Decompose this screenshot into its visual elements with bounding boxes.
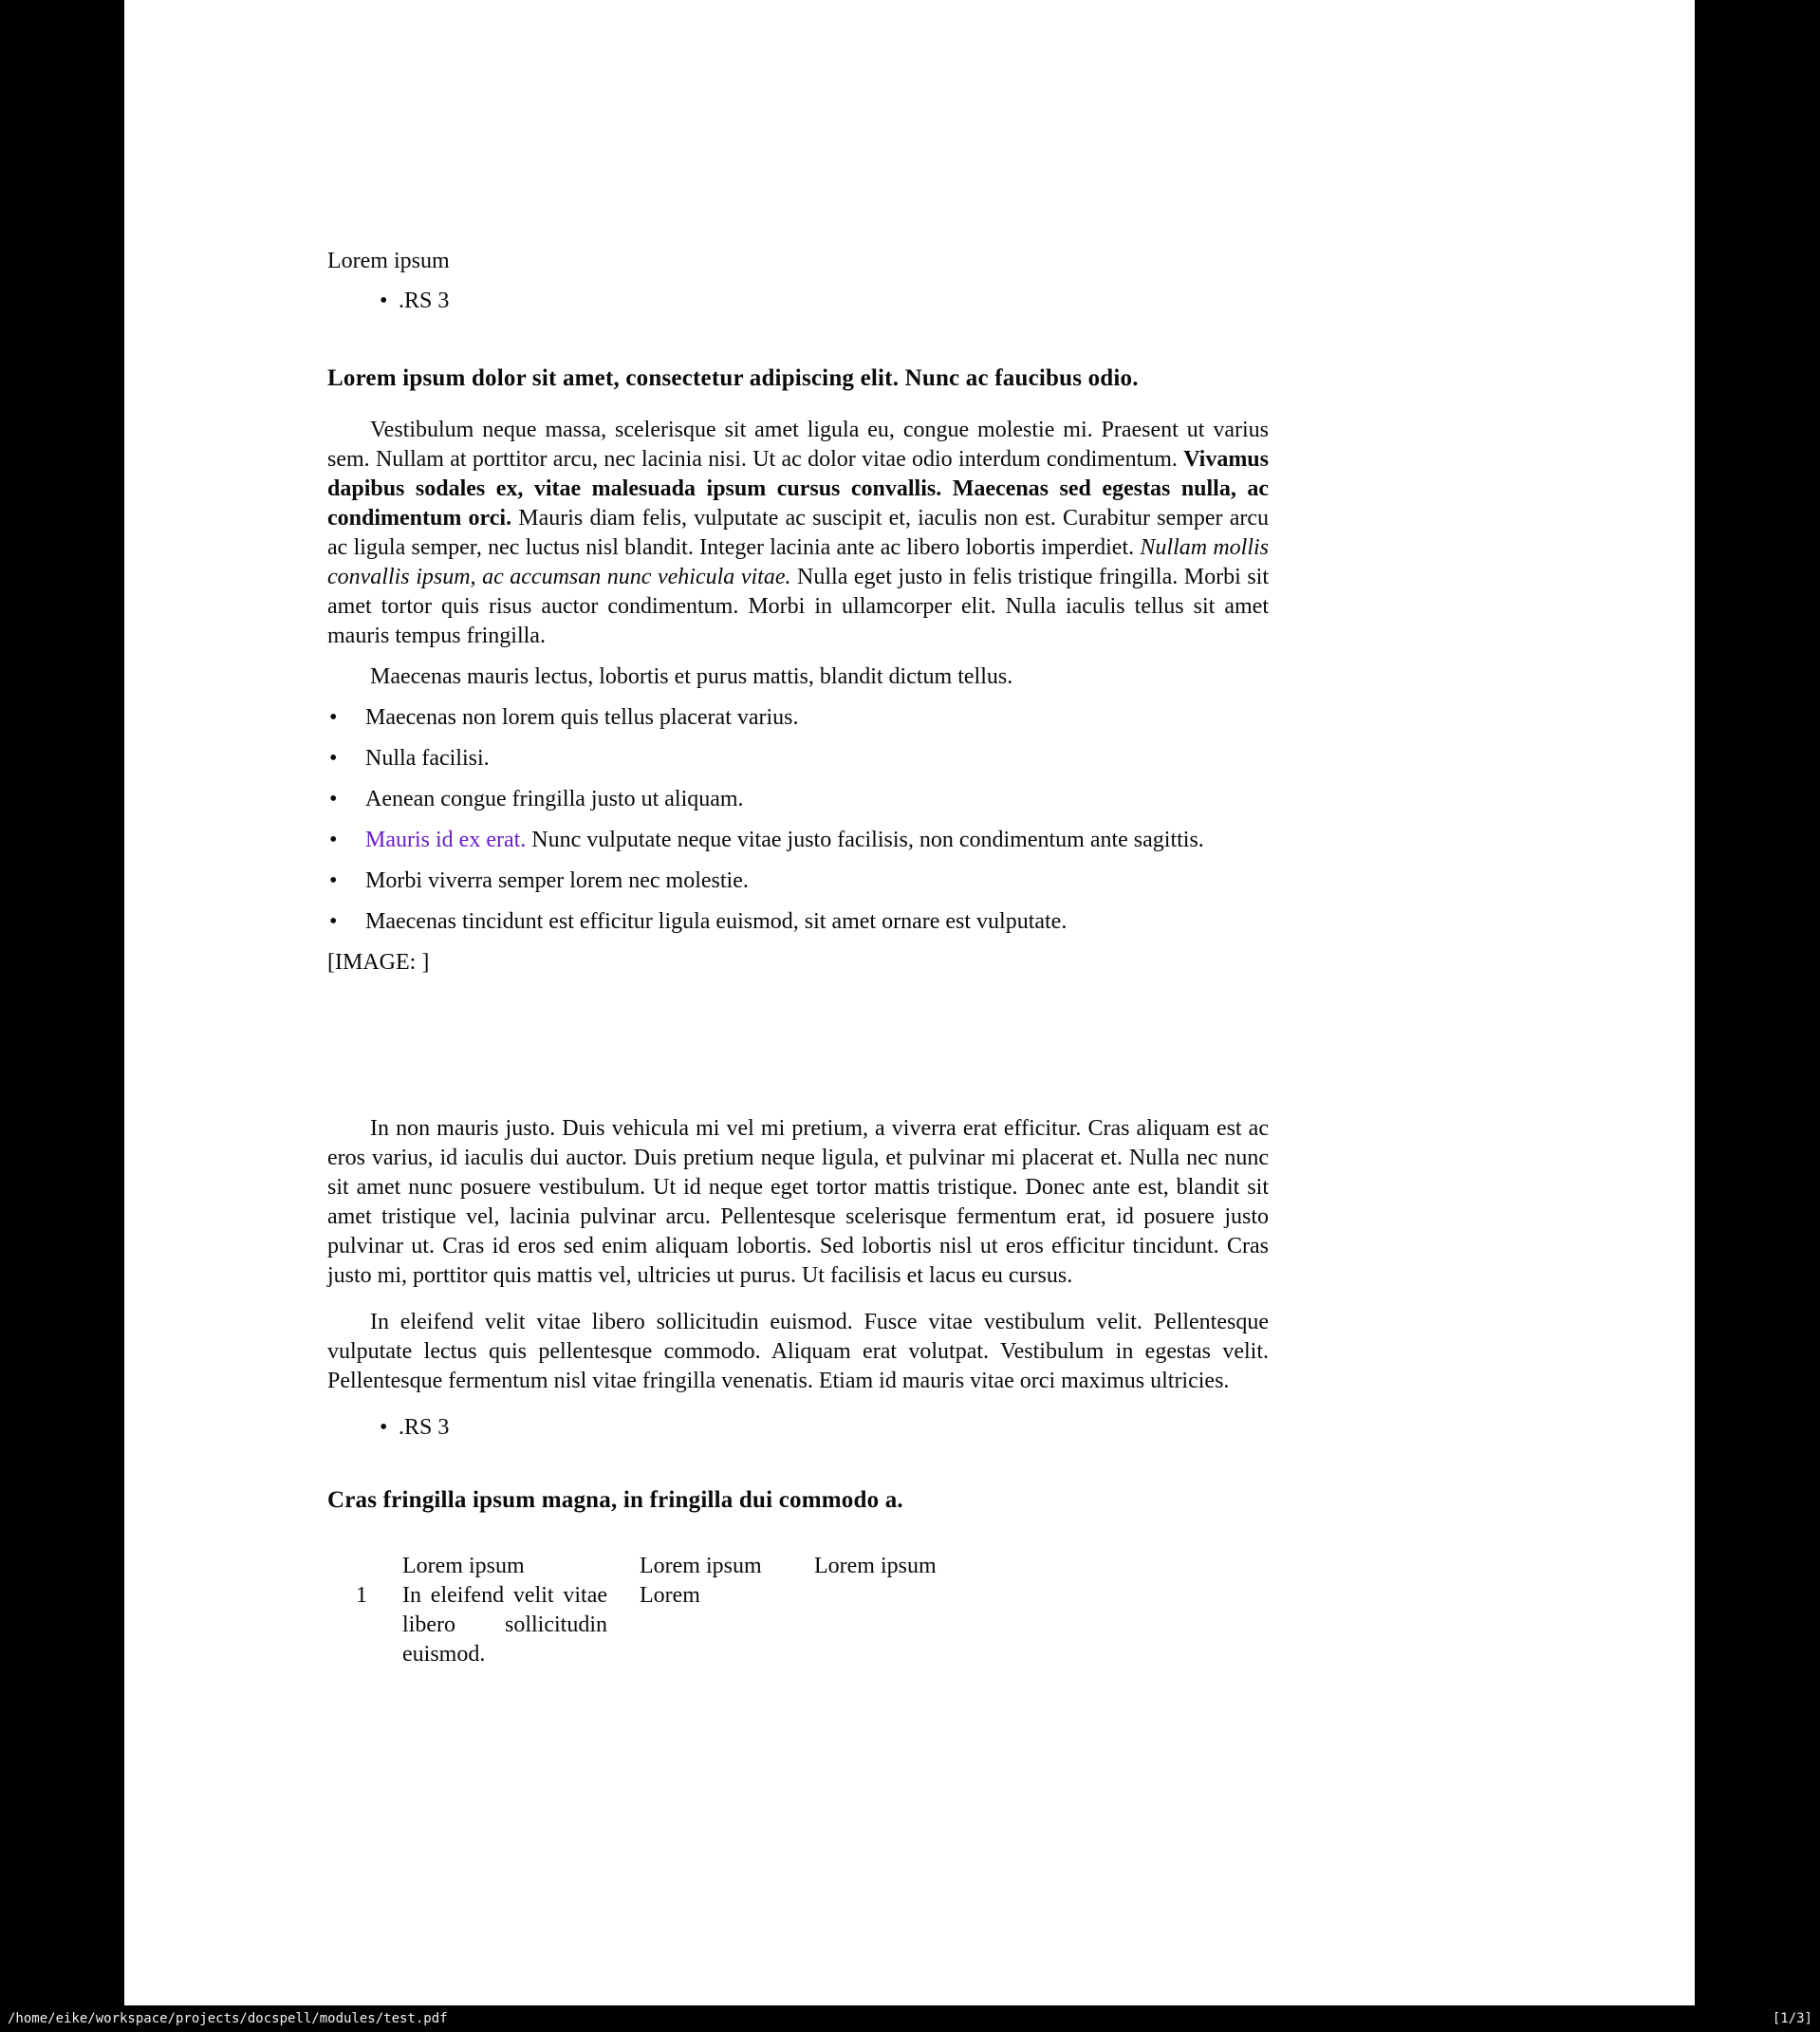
paragraph-2: Maecenas mauris lectus, lobortis et purus mattis, blandit dictum tellus. bbox=[370, 664, 1013, 689]
text-segment: Nulla eget justo in felis tristique fringilla. Morbi sit amet tortor quis risus auctor condimentum. Morbi in ullamcorper elit. Nulla iaculis tellus sit amet mauris tempus fringilla. bbox=[327, 565, 1269, 648]
table-row-number: 1 bbox=[356, 1583, 367, 1608]
list-item-text bbox=[365, 787, 744, 811]
document-link[interactable]: Mauris id ex erat. bbox=[365, 828, 527, 852]
text-segment: Nunc vulputate neque vitae justo facilisis, non condimentum ante sagittis. bbox=[526, 828, 1204, 852]
paragraph-3: In non mauris justo. Duis vehicula mi vel mi pretium, a viverra erat efficitur. Cras aliquam est ac eros varius, id iaculis dui auctor. Duis pretium neque ligula, et pulvinar mi placerat et. Nulla nec nunc sit amet nunc posuere vestibulum. Ut id neque eget tortor mattis tristique. Donec ante est, blandit sit amet tristique vel, lacinia pulvinar arcu. Pellentesque scelerisque fermentum erat, id posuere justo pulvinar ut. Cras id eros sed enim aliquam lobortis. Sed lobortis nisl ut eros efficitur tincidunt. Cras justo mi, porttitor quis mattis vel, ultricies ut purus. Ut facilisis et lacus eu cursus. bbox=[327, 1116, 1269, 1288]
list-item bbox=[327, 703, 1269, 733]
table-cell: Lorem bbox=[640, 1583, 700, 1608]
bullet-icon: • bbox=[329, 787, 338, 811]
page-content bbox=[124, 0, 1695, 2005]
section-heading-1: Lorem ipsum dolor sit amet, consectetur adipiscing elit. Nunc ac faucibus odio. bbox=[327, 365, 1139, 391]
text-segment: Mauris diam felis, vulputate ac suscipit et, iaculis non est. Curabitur semper arcu ac ligula semper, nec luctus nisl blandit. Integer lacinia ante ac libero lobortis imperdiet. bbox=[327, 506, 1269, 560]
list-item-text bbox=[365, 828, 1204, 852]
paragraph-1 bbox=[327, 416, 1269, 651]
table-header-cell: Lorem ipsum bbox=[402, 1554, 525, 1578]
section-heading-2: Cras fringilla ipsum magna, in fringilla dui commodo a. bbox=[327, 1487, 903, 1513]
statusbar-file-path: /home/eike/workspace/projects/docspell/modules/test.pdf bbox=[8, 2011, 448, 2026]
text-segment: Vestibulum neque massa, scelerisque sit amet ligula eu, congue molestie mi. Praesent ut varius sem. Nullam at porttitor arcu, nec lacinia nisi. Ut ac dolor vitae odio interdum condimentum. bbox=[327, 418, 1269, 472]
bullet-icon: • bbox=[380, 289, 388, 313]
rs-directive-item bbox=[327, 1413, 1269, 1443]
text-segment: Nulla facilisi. bbox=[365, 746, 490, 771]
rs-directive-text: .RS 3 bbox=[399, 1415, 450, 1440]
statusbar bbox=[0, 2005, 1820, 2032]
text-segment: Nullam mollis convallis ipsum, ac accumsan nunc vehicula vitae. bbox=[327, 535, 1270, 589]
list-item bbox=[327, 907, 1269, 937]
bullet-list bbox=[327, 703, 1269, 937]
statusbar-page-indicator: [1/3] bbox=[1772, 2011, 1812, 2026]
list-item bbox=[327, 785, 1269, 814]
bullet-icon: • bbox=[329, 868, 338, 893]
list-item-text bbox=[365, 746, 490, 771]
image-placeholder-area bbox=[327, 978, 1269, 1114]
text-segment: Vivamus dapibus sodales ex, vitae malesuada ipsum cursus convallis. Maecenas sed egestas nulla, ac condimentum orci. bbox=[327, 447, 1269, 531]
text-segment: Morbi viverra semper lorem nec molestie. bbox=[365, 868, 749, 893]
text-segment: Maecenas tincidunt est efficitur ligula euismod, sit amet ornare est vulputate. bbox=[365, 909, 1068, 934]
pdf-page[interactable] bbox=[124, 0, 1695, 2005]
rs-directive-text: .RS 3 bbox=[399, 289, 450, 313]
image-placeholder-tag: [IMAGE: ] bbox=[327, 950, 430, 975]
bullet-icon: • bbox=[329, 705, 338, 730]
paragraph-4: In eleifend velit vitae libero sollicitudin euismod. Fusce vitae vestibulum velit. Pellentesque vulputate lectus quis pellentesque commodo. Aliquam erat volutpat. Vestibulum in egestas velit. Pellentesque fermentum nisl vitae fringilla venenatis. Etiam id mauris vitae orci maximus ultricies. bbox=[327, 1310, 1269, 1393]
list-item bbox=[327, 744, 1269, 774]
table-header-cell: Lorem ipsum bbox=[640, 1554, 762, 1578]
document-table bbox=[327, 1552, 1269, 1669]
list-item-text bbox=[365, 868, 749, 893]
rs-directive-item bbox=[327, 287, 1269, 316]
table-cell bbox=[814, 1581, 1269, 1669]
bullet-icon: • bbox=[329, 828, 338, 852]
list-item bbox=[327, 826, 1269, 855]
table-header-cell bbox=[327, 1552, 402, 1581]
list-item-text bbox=[365, 909, 1067, 934]
list-item-text bbox=[365, 705, 799, 730]
intro-line: Lorem ipsum bbox=[327, 249, 450, 273]
table-header-cell: Lorem ipsum bbox=[814, 1554, 937, 1578]
list-item bbox=[327, 867, 1269, 896]
text-segment: Maecenas non lorem quis tellus placerat varius. bbox=[365, 705, 799, 730]
table-cell: In eleifend velit vitae libero sollicitudin euismod. bbox=[402, 1583, 607, 1667]
bullet-icon: • bbox=[329, 909, 338, 934]
bullet-icon: • bbox=[329, 746, 338, 771]
text-segment: Aenean congue fringilla justo ut aliquam. bbox=[365, 787, 744, 811]
bullet-icon: • bbox=[380, 1415, 388, 1440]
